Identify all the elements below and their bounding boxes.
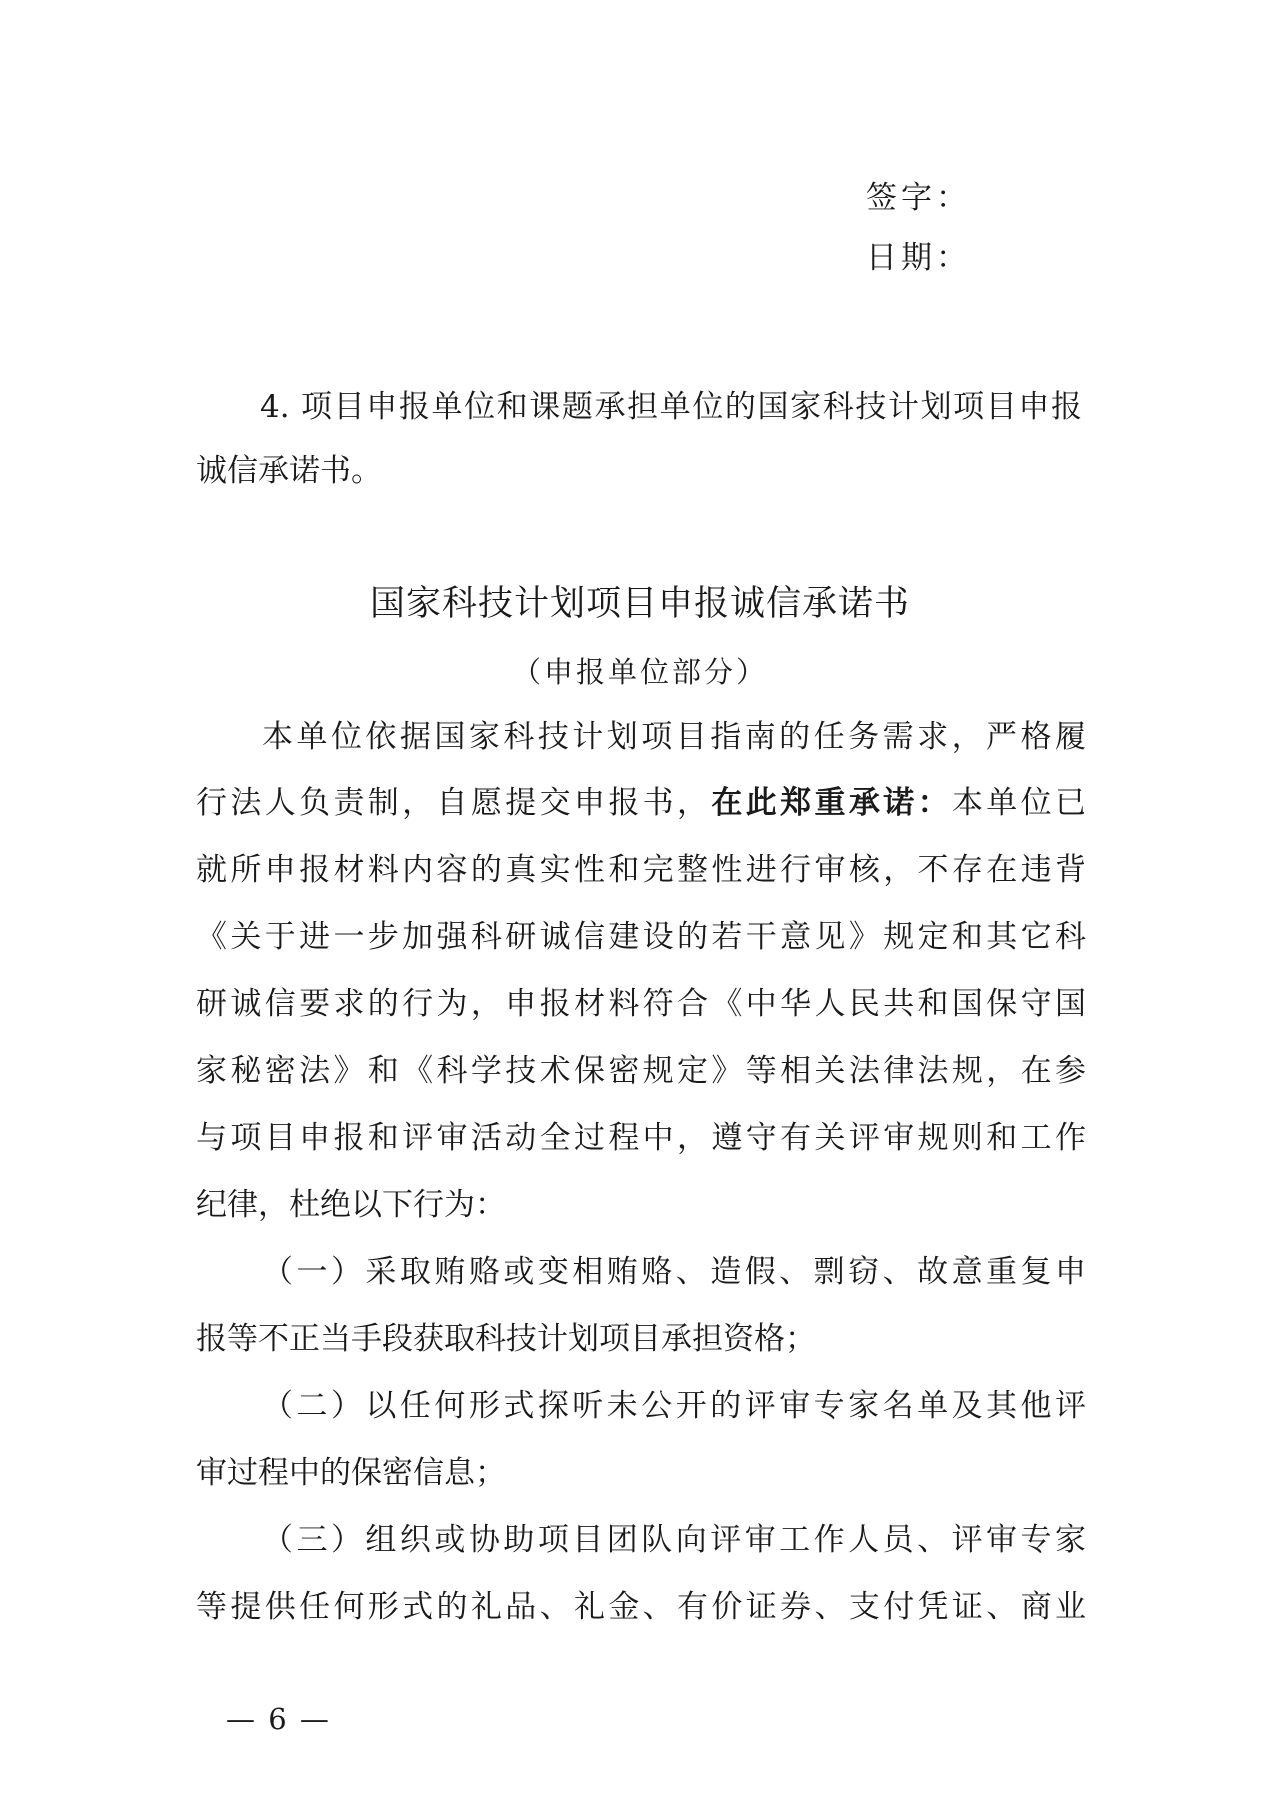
letter-subtitle: （申报单位部分） [511, 655, 768, 689]
paragraph-line: 与项目申报和评审活动全过程中，遵守有关评审规则和工作 [196, 1120, 1086, 1156]
paragraph-text: 行法人负责制，自愿提交申报书， [196, 785, 712, 821]
paragraph-line: 本单位依据国家科技计划项目指南的任务需求，严格履 [262, 719, 1086, 755]
clause-line: （三）组织或协助项目团队向评审工作人员、评审专家 [262, 1522, 1086, 1558]
clause-line: 等提供任何形式的礼品、礼金、有价证券、支付凭证、商业 [196, 1589, 1086, 1625]
letter-title: 国家科技计划项目申报诚信承诺书 [369, 584, 910, 624]
item4-line: 4. 项目申报单位和课题承担单位的国家科技计划项目申报 [260, 389, 1082, 425]
clause-line: （二）以任何形式探听未公开的评审专家名单及其他评 [262, 1388, 1086, 1424]
clause-line: 审过程中的保密信息； [196, 1455, 506, 1491]
paragraph-line: 研诚信要求的行为，申报材料符合《中华人民共和国保守国 [196, 986, 1086, 1022]
clause-line: 报等不正当手段获取科技计划项目承担资格； [196, 1321, 816, 1357]
paragraph-line: 《关于进一步加强科研诚信建设的若干意见》规定和其它科 [196, 919, 1086, 955]
date-label: 日期： [866, 240, 971, 276]
pledge-emphasis: 在此郑重承诺： [711, 785, 952, 821]
clause-line: （一）采取贿赂或变相贿赂、造假、剽窃、故意重复申 [262, 1254, 1086, 1290]
paragraph-line [196, 784, 1086, 822]
paragraph-line: 就所申报材料内容的真实性和完整性进行审核，不存在违背 [196, 852, 1086, 888]
paragraph-line: 纪律，杜绝以下行为： [196, 1187, 506, 1223]
paragraph-line: 家秘密法》和《科学技术保密规定》等相关法律法规，在参 [196, 1053, 1086, 1089]
page-number: — 6 — [226, 1702, 331, 1736]
paragraph-text: 本单位已 [951, 785, 1087, 821]
item4-line: 诚信承诺书。 [196, 453, 382, 489]
signature-label: 签字： [866, 180, 971, 216]
